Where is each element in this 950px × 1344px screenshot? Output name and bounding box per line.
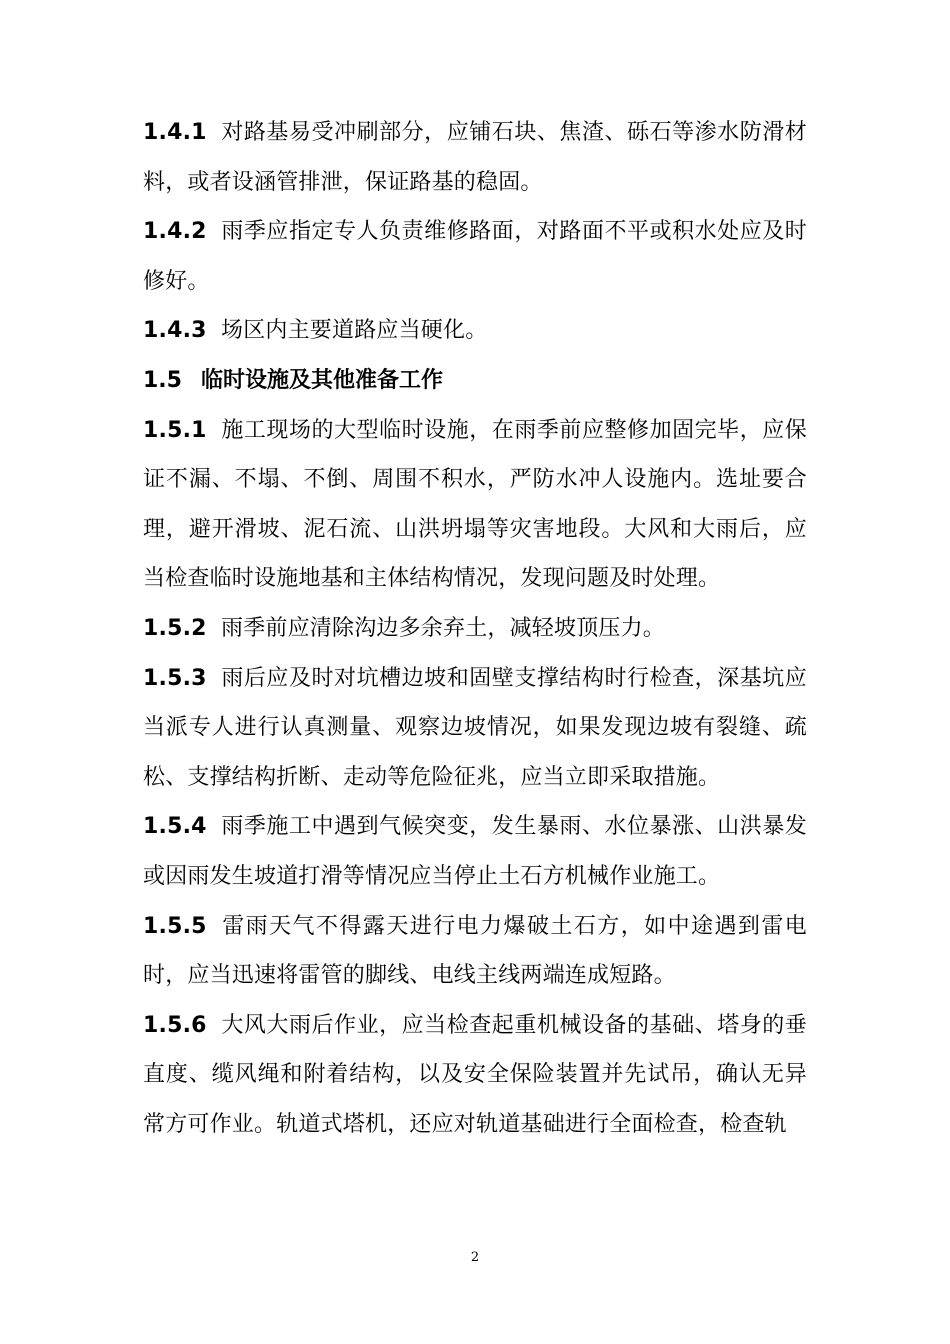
clause-text: 雨季应指定专人负责维修路面，对路面不平或积水处应及时修好。 [143,219,807,294]
clause-number: 1.4.1 [143,120,207,145]
paragraph-1-4-1 [143,108,807,207]
clause-text: 对路基易受冲刷部分，应铺石块、焦渣、砾石等渗水防滑材料，或者设涵管排泄，保证路基的稳固。 [143,120,807,195]
paragraph-1-5-4 [143,802,807,901]
paragraph-1-5-2 [143,604,807,654]
paragraph-1-5-6 [143,1001,807,1150]
paragraph-1-5-3 [143,654,807,803]
page-number: 2 [470,1250,480,1265]
clause-text: 雨后应及时对坑槽边坡和固壁支撑结构时行检查，深基坑应当派专人进行认真测量、观察边坡情况，如果发现边坡有裂缝、疏松、支撑结构折断、走动等危险征兆，应当立即采取措施。 [143,665,807,790]
clause-number: 1.5.2 [143,615,207,641]
clause-text: 雷雨天气不得露天进行电力爆破土石方，如中途遇到雷电时，应当迅速将雷管的脚线、电线主线两端连成短路。 [143,913,807,989]
paragraph-1-5-5 [143,902,807,1001]
clause-number: 1.5.6 [143,1012,207,1038]
section-heading-1-5 [143,356,807,406]
clause-number: 1.5.1 [143,417,207,443]
section-title: 临时设施及其他准备工作 [201,367,444,393]
clause-text: 雨季施工中遇到气候突变，发生暴雨、水位暴涨、山洪暴发或因雨发生坡道打滑等情况应当停止土石方机械作业施工。 [143,814,807,889]
paragraph-1-5-1 [143,406,807,604]
clause-text: 施工现场的大型临时设施，在雨季前应整修加固完毕，应保证不漏、不塌、不倒、周围不积水，严防水冲人设施内。选址要合理，避开滑坡、泥石流、山洪坍塌等灾害地段。大风和大雨后，应当检查临时设施地基和主体结构情况，发现问题及时处理。 [143,417,807,592]
section-number: 1.5 [143,367,182,393]
paragraph-1-4-3 [143,306,807,356]
paragraph-1-4-2 [143,207,807,306]
clause-number: 1.4.3 [143,318,207,344]
clause-text: 雨季前应清除沟边多余弃土，减轻坡顶压力。 [221,615,666,641]
clause-number: 1.5.4 [143,814,207,840]
clause-number: 1.4.2 [143,219,207,245]
clause-number: 1.5.5 [143,913,207,939]
document-body [143,108,807,1149]
clause-number: 1.5.3 [143,665,207,691]
clause-text: 大风大雨后作业，应当检查起重机械设备的基础、塔身的垂直度、缆风绳和附着结构，以及安全保险装置并先试吊，确认无异常方可作业。轨道式塔机，还应对轨道基础进行全面检查，检查轨 [143,1012,807,1137]
clause-text: 场区内主要道路应当硬化。 [221,318,488,344]
